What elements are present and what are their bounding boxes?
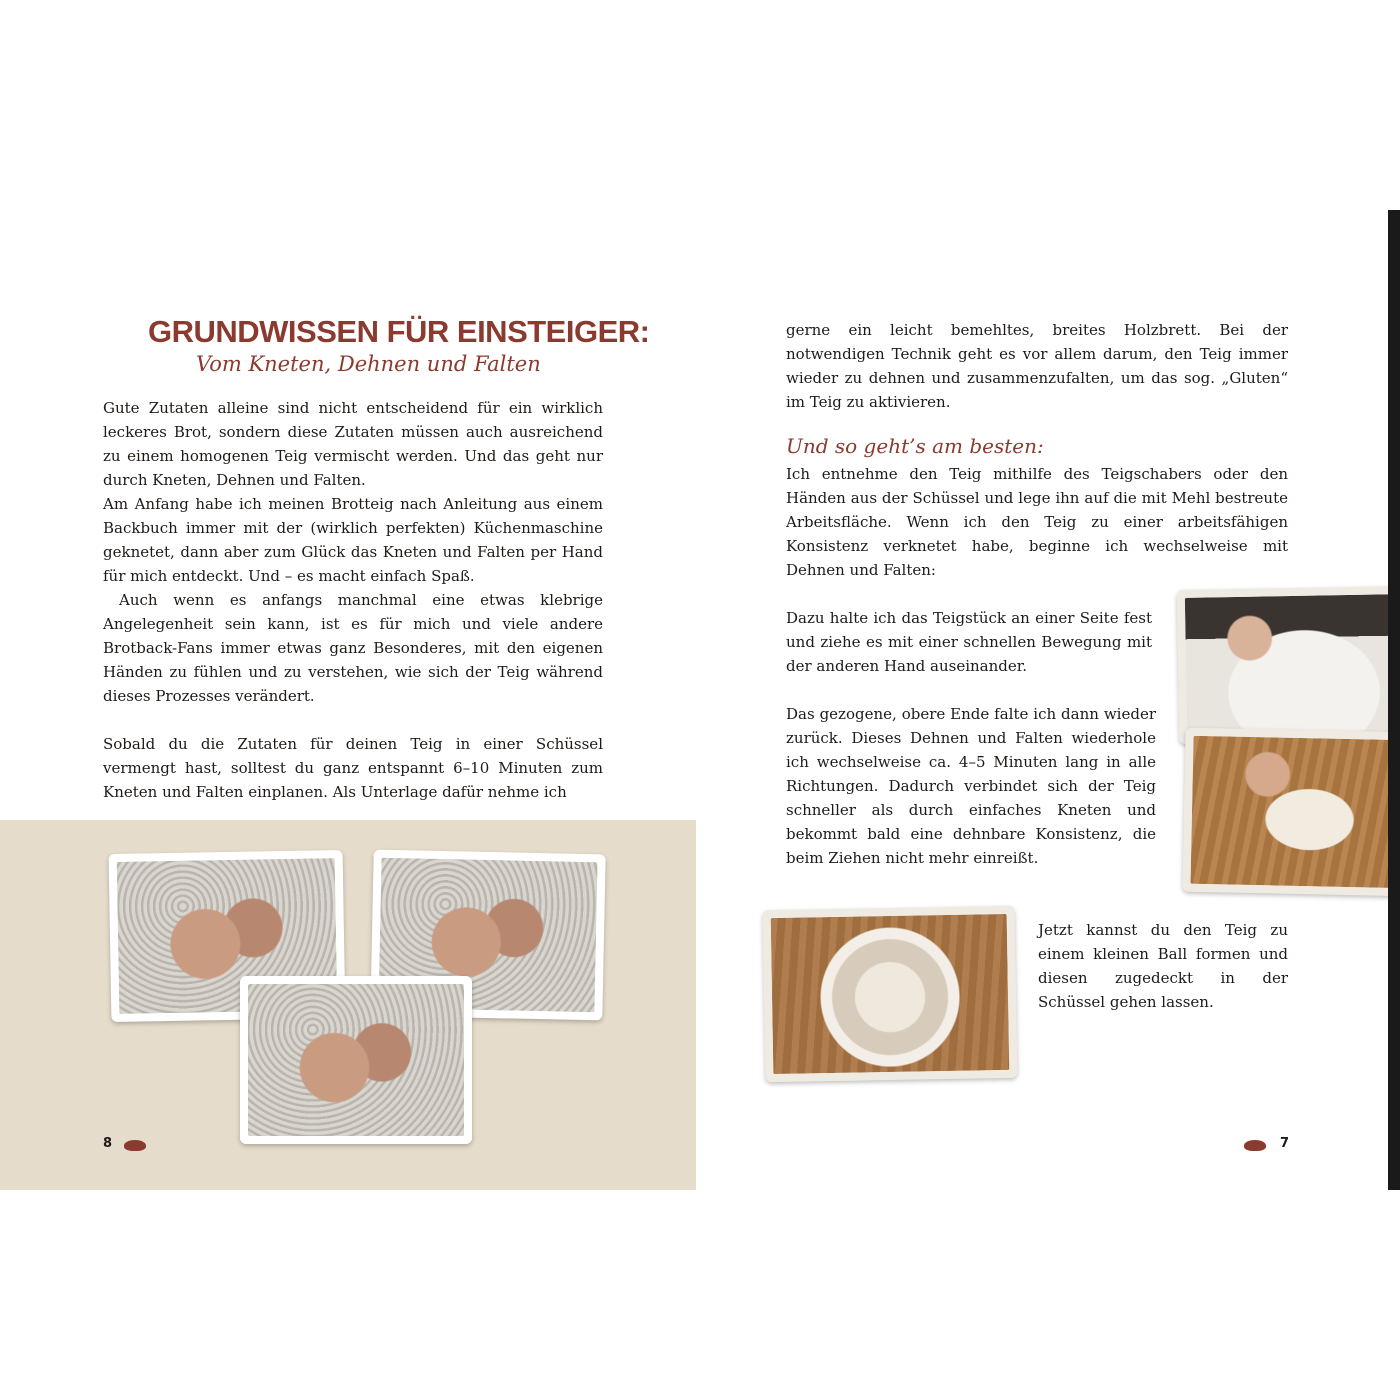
bread-icon — [1244, 1140, 1266, 1151]
dough-ball-photo — [763, 906, 1018, 1082]
paragraph: Dazu halte ich das Teigstück an einer Seite fest und ziehe es mit einer schnellen Bewegung mit der anderen Hand auseinander. — [786, 609, 1152, 675]
paragraph: Sobald du die Zutaten für deinen Teig in einer Schüssel vermengt hast, solltest du ganz entspannt 6–10 Minuten zum Kneten und Falten einplanen. Als Unterlage dafür nehme ich — [103, 735, 603, 801]
paragraph: Jetzt kannst du den Teig zu einem kleinen Ball formen und diesen zugedeckt in der Schüssel gehen lassen. — [1038, 921, 1288, 1011]
bread-icon — [124, 1140, 146, 1151]
page-subtitle: Vom Kneten, Dehnen und Falten — [196, 352, 541, 376]
paragraph: Am Anfang habe ich meinen Brotteig nach Anleitung aus einem Backbuch immer mit der (wirklich perfekten) Küchenmaschine geknetet, dann aber zum Glück das Kneten und Falten per Hand für mich entdeckt. Und – es macht einfach Spaß. — [103, 495, 603, 585]
left-body-text — [103, 396, 603, 804]
section-heading: Und so geht’s am besten: — [786, 434, 1044, 458]
page-title: GRUNDWISSEN FÜR EINSTEIGER: — [148, 314, 650, 349]
photo-panel — [0, 820, 696, 1190]
kneading-photo-3 — [240, 976, 472, 1144]
stretching-photo — [1177, 586, 1400, 744]
page-number: 7 — [1280, 1136, 1290, 1151]
right-body-text — [786, 318, 1288, 414]
paragraph: Auch wenn es anfangs manchmal eine etwas klebrige Angelegenheit sein kann, ist es für mich und viele andere Brotback-Fans immer etwas ganz Besonderes, mit den eigenen Händen zu fühlen und zu verstehen, wie sich der Teig während dieses Prozesses verändert. — [103, 591, 603, 705]
folding-photo — [1182, 728, 1400, 897]
section-text — [786, 462, 1288, 582]
step-1-text — [786, 606, 1152, 678]
paragraph: gerne ein leicht bemehltes, breites Holzbrett. Bei der notwendigen Technik geht es vor allem darum, den Teig immer wieder zu dehnen und zusammenzufalten, um das sog. „Gluten“ im Teig zu aktivieren. — [786, 321, 1288, 411]
page-number: 8 — [103, 1136, 113, 1151]
paragraph: Gute Zutaten alleine sind nicht entscheidend für ein wirklich leckeres Brot, sondern diese Zutaten müssen auch ausreichend zu einem homogenen Teig vermischt werden. Und das geht nur durch Kneten, Dehnen und Falten. — [103, 399, 603, 489]
page-edge-shadow — [1388, 210, 1400, 1190]
left-page — [0, 210, 696, 1190]
paragraph: Das gezogene, obere Ende falte ich dann wieder zurück. Dieses Dehnen und Falten wiederhole ich wechselweise ca. 4–5 Minuten lang in alle Richtungen. Dadurch verbindet sich der Teig schneller als durch einfaches Kneten und bekommt bald eine dehnbare Konsistenz, die beim Ziehen nicht mehr einreißt. — [786, 705, 1156, 867]
step-2-text — [786, 702, 1156, 870]
step-3-text — [1038, 918, 1288, 1014]
right-page — [704, 210, 1388, 1190]
paragraph: Ich entnehme den Teig mithilfe des Teigschabers oder den Händen aus der Schüssel und lege ihn auf die mit Mehl bestreute Arbeitsfläche. Wenn ich den Teig zu einer arbeitsfähigen Konsistenz verknetet habe, beginne ich wechselweise mit Dehnen und Falten: — [786, 465, 1288, 579]
